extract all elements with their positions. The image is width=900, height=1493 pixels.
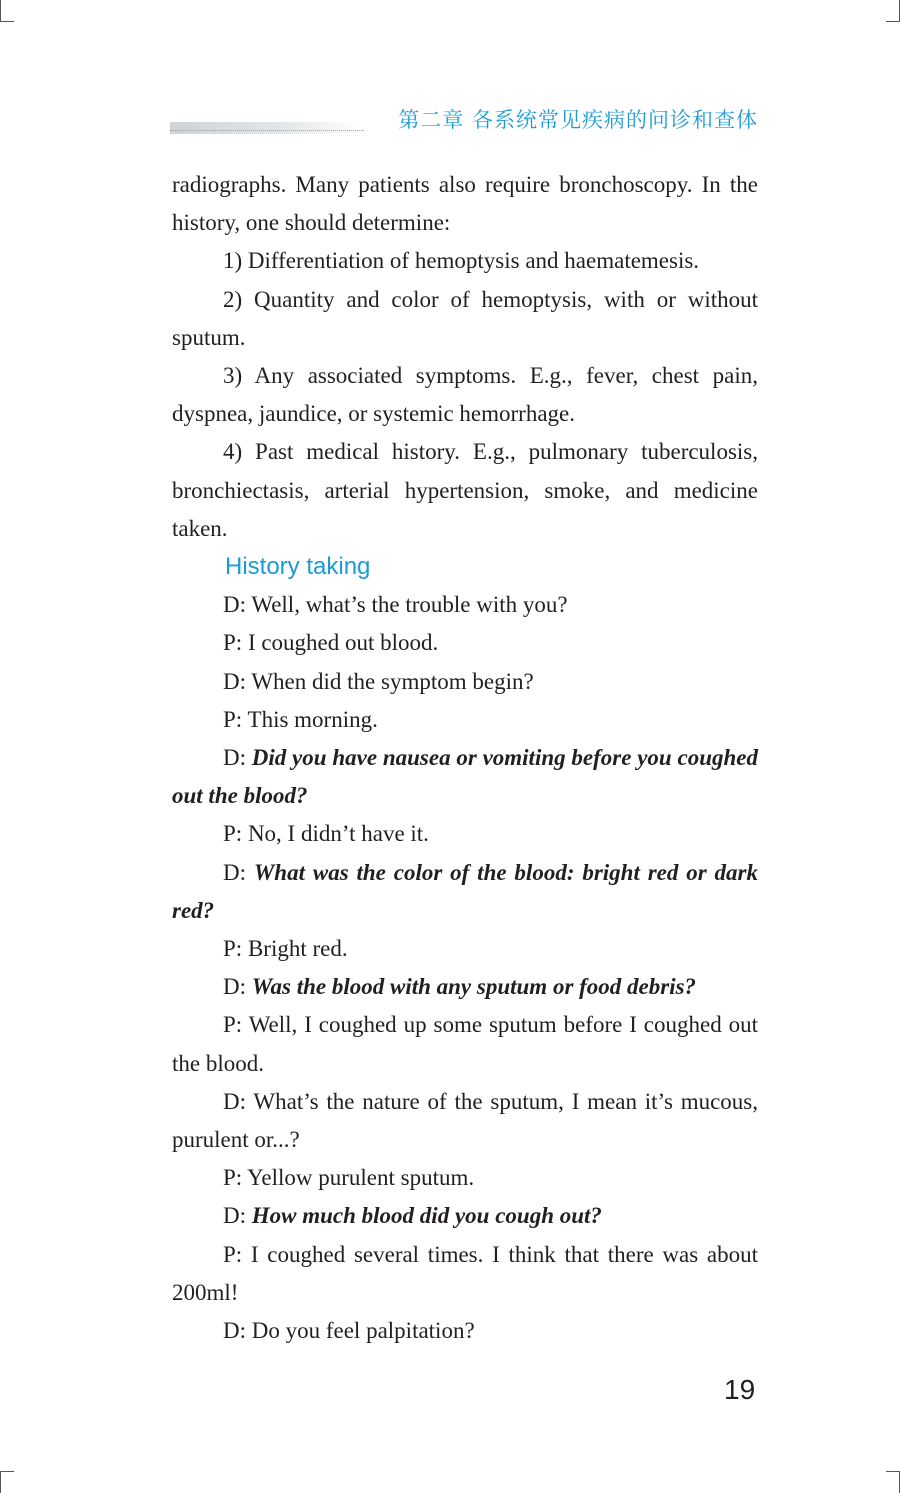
speaker-label: D:	[223, 1203, 246, 1229]
dialogue-line	[172, 1236, 758, 1312]
speaker-label: D:	[223, 974, 246, 1000]
speaker-label: P:	[223, 1241, 243, 1267]
key-question: Did you have nausea or vomiting before you coughed out the blood?	[172, 745, 758, 809]
crop-mark	[0, 0, 1, 22]
dialogue-text: What’s the nature of the sputum, I mean it’s mucous, purulent or...?	[172, 1088, 759, 1153]
list-item: 1) Differentiation of hemoptysis and haematemesis.	[223, 248, 700, 274]
key-question: How much blood did you cough out?	[251, 1203, 602, 1229]
section-heading: History taking	[225, 553, 371, 581]
dialogue-line	[172, 701, 758, 739]
dialogue-text: Yellow purulent sputum.	[247, 1165, 475, 1191]
list-item: 2) Quantity and color of hemoptysis, with or without sputum.	[172, 286, 758, 350]
page-number: 19	[724, 1374, 756, 1405]
header-rule	[170, 122, 364, 134]
crop-mark	[0, 21, 14, 22]
list-item: 4) Past medical history. E.g., pulmonary tuberculosis, bronchiectasis, arterial hypertension, smoke, and medicine taken.	[172, 439, 758, 541]
dialogue-line	[172, 586, 758, 624]
list-item: 3) Any associated symptoms. E.g., fever, chest pain, dyspnea, jaundice, or systemic hemorrhage.	[172, 363, 758, 427]
dialogue-text: Do you feel palpitation?	[251, 1318, 475, 1344]
dialogue-line	[172, 1197, 758, 1235]
crop-mark	[886, 21, 900, 22]
speaker-label: P:	[223, 1165, 243, 1191]
dialogue-line	[172, 1312, 758, 1350]
dialogue-line	[172, 1159, 758, 1197]
page-body	[172, 166, 758, 1350]
crop-mark	[0, 1471, 1, 1493]
speaker-label: D:	[223, 745, 246, 771]
speaker-label: P:	[223, 936, 243, 962]
speaker-label: D:	[223, 1318, 246, 1344]
speaker-label: D:	[223, 859, 246, 885]
dialogue-line	[172, 624, 758, 662]
dialogue-text: I coughed several times. I think that there was about 200ml!	[172, 1241, 759, 1305]
speaker-label: D:	[223, 1088, 246, 1114]
dialogue-text: When did the symptom begin?	[251, 668, 534, 694]
dialogue-line	[172, 663, 758, 701]
speaker-label: D:	[223, 668, 246, 694]
dialogue-text: This morning.	[247, 706, 378, 732]
speaker-label: P:	[223, 821, 243, 847]
dialogue-text: Bright red.	[247, 936, 348, 962]
key-question: Was the blood with any sputum or food debris?	[251, 974, 697, 1000]
speaker-label: P:	[223, 706, 243, 732]
dialogue-line	[172, 854, 758, 930]
crop-mark	[0, 1471, 14, 1472]
speaker-label: P:	[223, 1012, 243, 1038]
dialogue-text: Well, I coughed up some sputum before I coughed out the blood.	[172, 1012, 758, 1076]
speaker-label: D:	[223, 592, 246, 618]
crop-mark	[886, 1471, 900, 1472]
speaker-label: P:	[223, 630, 243, 656]
dialogue-line	[172, 968, 758, 1006]
dialogue-line	[172, 1083, 758, 1159]
dialogue-text: No, I didn’t have it.	[247, 821, 429, 847]
running-header	[170, 104, 758, 136]
dialogue-text: Well, what’s the trouble with you?	[251, 592, 568, 618]
key-question: What was the color of the blood: bright red or dark red?	[172, 859, 758, 923]
dialogue-text: I coughed out blood.	[247, 630, 439, 656]
dialogue-line	[172, 739, 758, 815]
header-dotted-line	[170, 130, 364, 131]
chapter-title: 第二章 各系统常见疾病的问诊和查体	[398, 108, 758, 132]
dialogue-line	[172, 815, 758, 853]
dialogue-line	[172, 930, 758, 968]
dialogue-line	[172, 1006, 758, 1082]
paragraph: radiographs. Many patients also require bronchoscopy. In the history, one should determine:	[172, 172, 758, 236]
